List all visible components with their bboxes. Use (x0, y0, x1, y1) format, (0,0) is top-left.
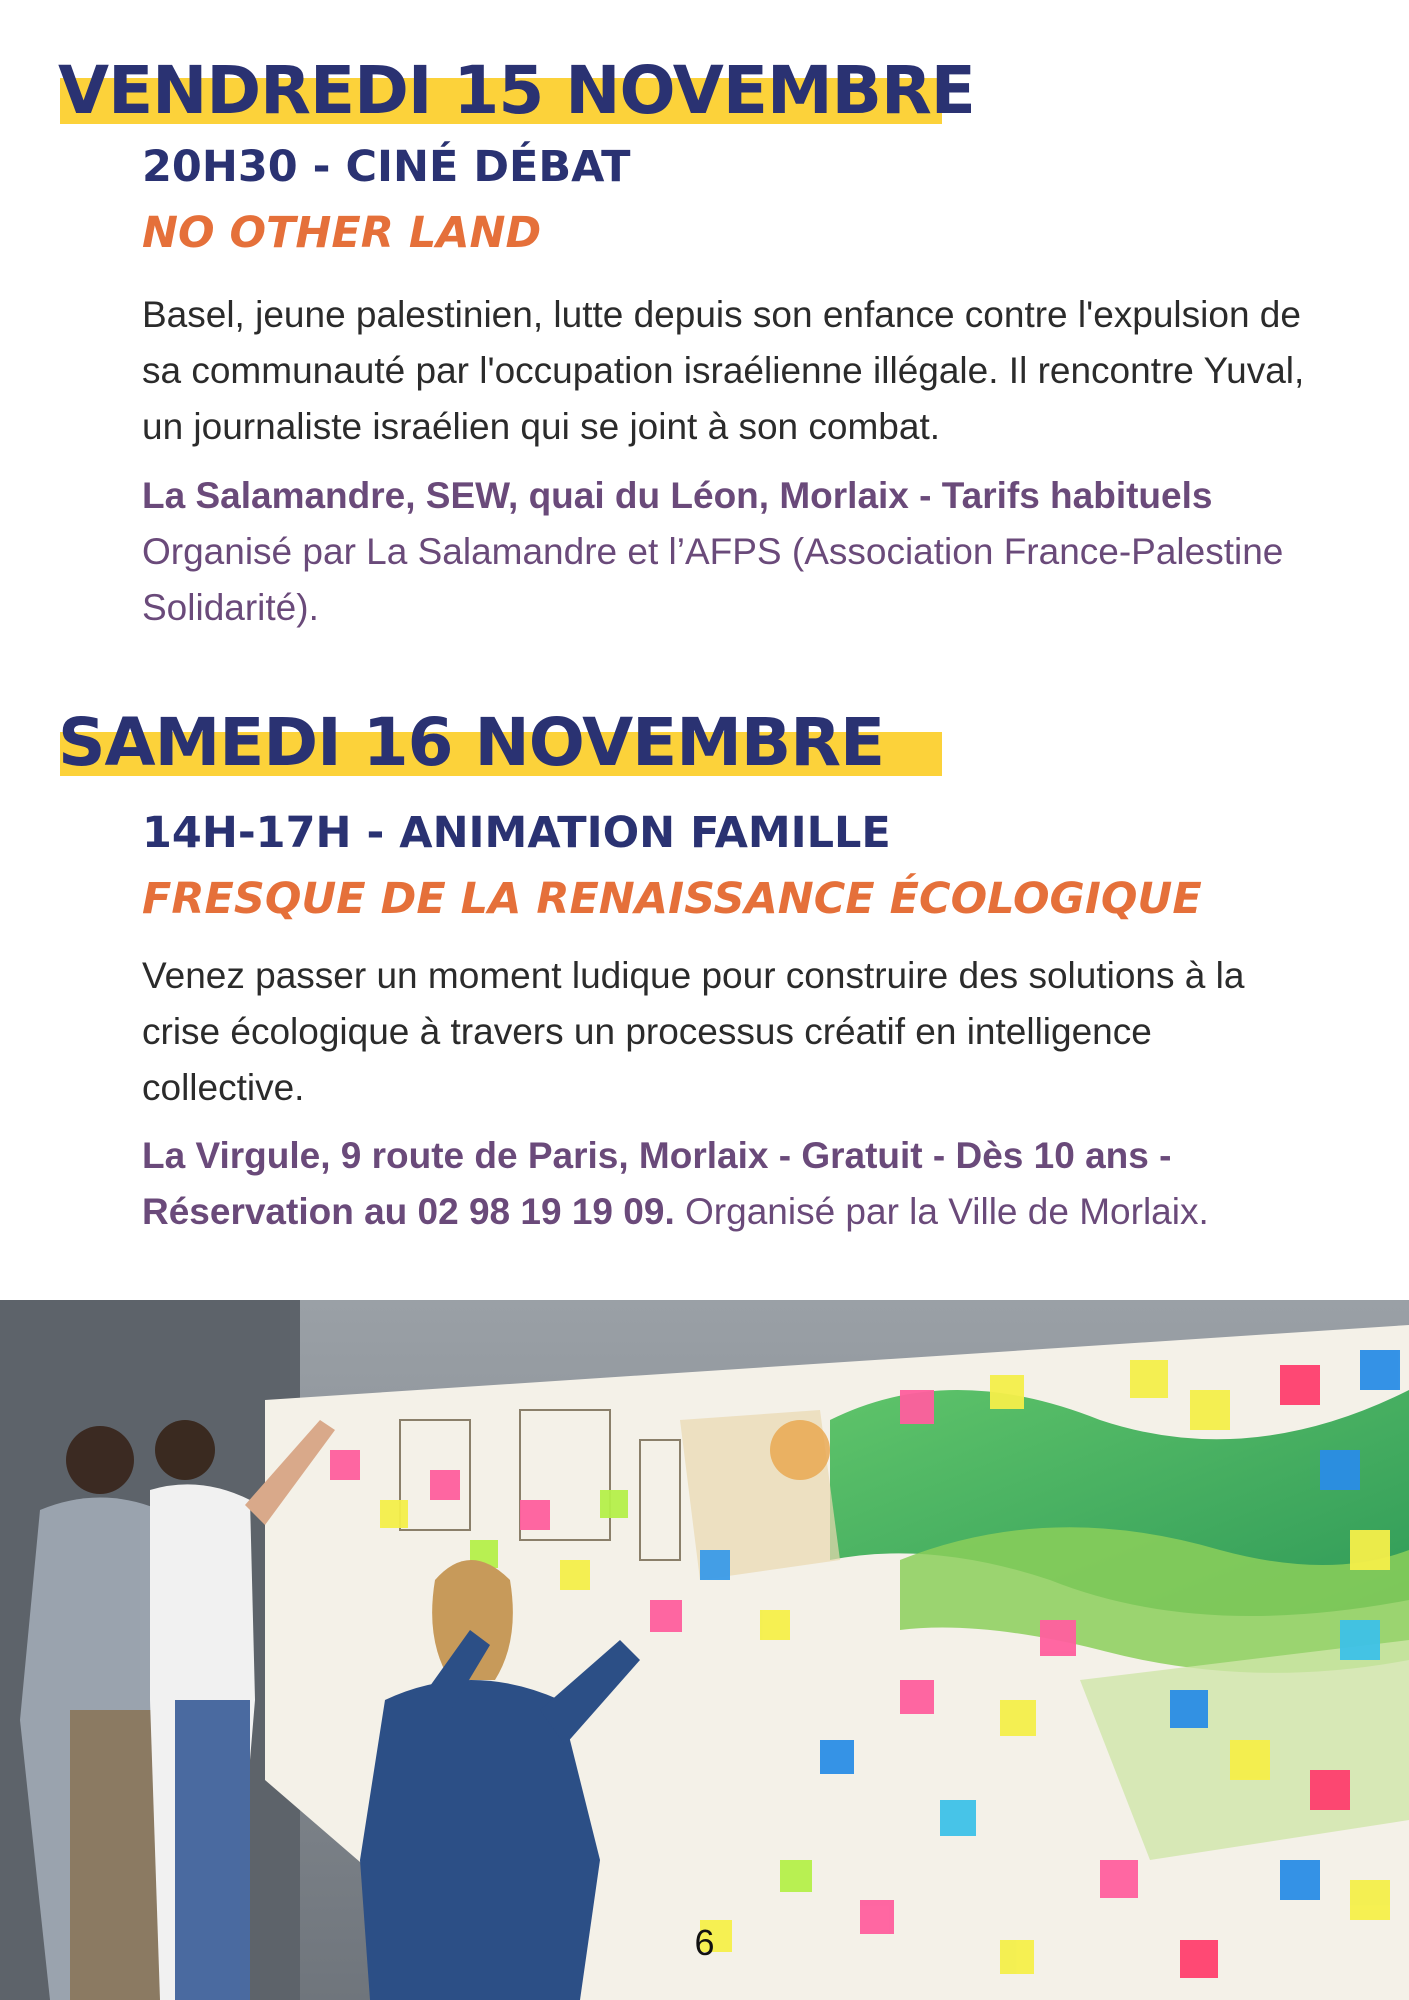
workshop-photo (0, 1300, 1409, 2000)
event-organizer: Organisé par La Salamandre et l’AFPS (Association France-Palestine Solidarité). (142, 531, 1284, 628)
event-location: La Virgule, 9 route de Paris, Morlaix - Gratuit - Dès 10 ans - Réservation au 02 98 19 19 09. (142, 1135, 1172, 1232)
page-number: 6 (694, 1922, 715, 1963)
day-heading-saturday: SAMEDI 16 NOVEMBRE (58, 704, 885, 781)
event-description: Venez passer un moment ludique pour construire des solutions à la crise écologique à travers un processus créatif en intelligence collective. (142, 955, 1245, 1108)
event-location: La Salamandre, SEW, quai du Léon, Morlaix - Tarifs habituels (142, 475, 1213, 516)
event-description: Basel, jeune palestinien, lutte depuis son enfance contre l'expulsion de sa communauté par l'occupation israélienne illégale. Il rencontre Yuval, un journaliste israélien qui se joint à son combat. (142, 294, 1305, 447)
workshop-photo-illustration (0, 1300, 1409, 2000)
event-time-type: 20H30 - CINÉ DÉBAT (142, 142, 631, 192)
event-info (142, 1128, 1322, 1240)
event-time-type: 14H-17H - ANIMATION FAMILLE (142, 808, 891, 858)
event-organizer: Organisé par la Ville de Morlaix. (674, 1191, 1209, 1232)
event-title: FRESQUE DE LA RENAISSANCE ÉCOLOGIQUE (142, 874, 1202, 924)
event-title: NO OTHER LAND (142, 208, 542, 258)
event-info (142, 468, 1322, 636)
day-heading-friday: VENDREDI 15 NOVEMBRE (58, 52, 975, 129)
